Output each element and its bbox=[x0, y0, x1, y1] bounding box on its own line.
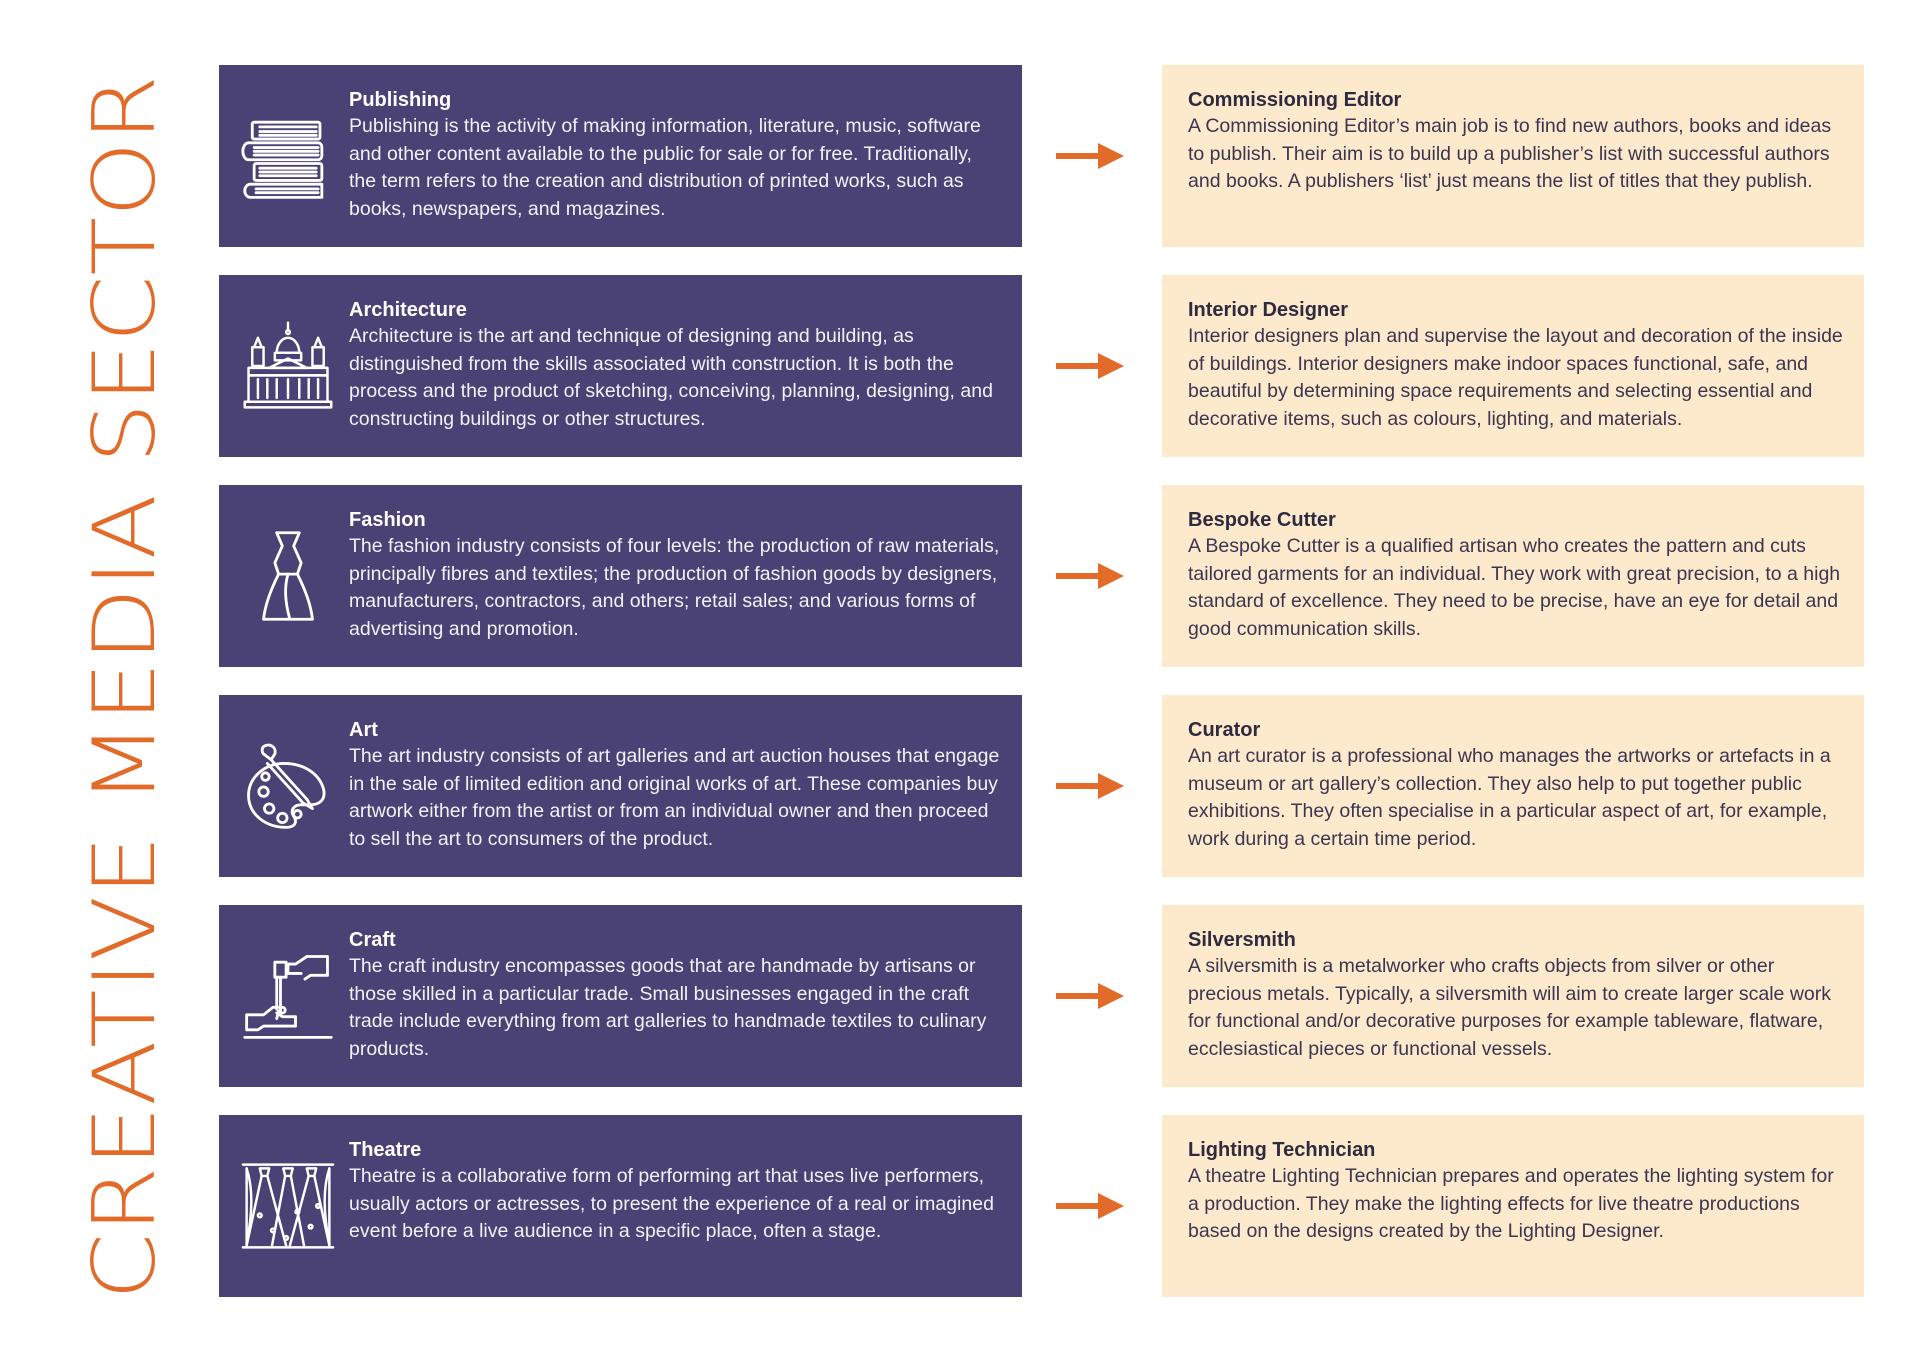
sector-text bbox=[349, 927, 1002, 1063]
role-description: A silversmith is a metalworker who crafts objects from silver or other precious metals. Typically, a silversmith will aim to create larger scale work for functional and/or decorative purposes for example tableware, flatware, ecclesiastical pieces or functional vessels. bbox=[1188, 955, 1831, 1060]
sector-title: Architecture bbox=[349, 299, 467, 321]
stage-lights-icon bbox=[241, 1159, 335, 1253]
page-title: CREATIVE MEDIA SECTOR bbox=[75, 200, 175, 1300]
role-title: Bespoke Cutter bbox=[1188, 509, 1336, 531]
role-description: A Commissioning Editor’s main job is to find new authors, books and ideas to publish. Their aim is to build up a publisher’s list with successful authors and books. A publishers ‘list’ just means the list of titles that they publish. bbox=[1188, 115, 1832, 193]
sector-text bbox=[349, 1137, 1002, 1246]
role-card-bespoke-cutter bbox=[1162, 485, 1864, 667]
sector-title: Craft bbox=[349, 929, 396, 951]
role-card-interior-designer bbox=[1162, 275, 1864, 457]
sector-title: Fashion bbox=[349, 509, 426, 531]
sector-row-art bbox=[0, 695, 1920, 877]
role-card-commissioning-editor bbox=[1162, 65, 1864, 247]
sector-row-theatre bbox=[0, 1115, 1920, 1297]
sector-row-fashion bbox=[0, 485, 1920, 667]
role-text bbox=[1188, 507, 1846, 643]
sector-title: Publishing bbox=[349, 89, 452, 111]
sector-text bbox=[349, 507, 1002, 643]
arrow-right-icon bbox=[1056, 141, 1124, 171]
sector-text bbox=[349, 717, 1002, 853]
role-card-lighting-technician bbox=[1162, 1115, 1864, 1297]
role-title: Curator bbox=[1188, 719, 1261, 741]
sector-text bbox=[349, 87, 1002, 223]
role-text bbox=[1188, 1137, 1846, 1246]
sector-description: Theatre is a collaborative form of performing art that uses live performers, usually actors or actresses, to present the experience of a real or imagined event before a live audience in a specific place, often a stage. bbox=[349, 1165, 994, 1243]
sector-description: The craft industry encompasses goods that are handmade by artisans or those skilled in a particular trade. Small businesses engaged in the craft trade include everything from art galleries to handmade textiles to culinary products. bbox=[349, 955, 987, 1060]
role-description: A theatre Lighting Technician prepares and operates the lighting system for a production. They make the lighting effects for live theatre productions based on the designs created by the Lighting Designer. bbox=[1188, 1165, 1834, 1243]
role-title: Commissioning Editor bbox=[1188, 89, 1402, 111]
sector-title: Art bbox=[349, 719, 378, 741]
arrow-right-icon bbox=[1056, 561, 1124, 591]
sector-card-craft bbox=[219, 905, 1022, 1087]
arrow-right-icon bbox=[1056, 1191, 1124, 1221]
role-text bbox=[1188, 87, 1846, 196]
sector-text bbox=[349, 297, 1002, 433]
sector-card-art bbox=[219, 695, 1022, 877]
sector-description: The art industry consists of art galleries and art auction houses that engage in the sale of limited edition and original works of art. These companies buy artwork either from the artist or from an individual owner and then proceed to sell the art to consumers of the product. bbox=[349, 745, 1000, 850]
sector-card-architecture bbox=[219, 275, 1022, 457]
sector-description: Architecture is the art and technique of designing and building, as distinguished from the skills associated with construction. It is both the process and the product of sketching, conceiving, planning, designing, and constructing buildings or other structures. bbox=[349, 325, 993, 430]
sector-title: Theatre bbox=[349, 1139, 422, 1161]
role-description: An art curator is a professional who manages the artworks or artefacts in a museum or art gallery’s collection. They also help to put together public exhibitions. They often specialise in a particular aspect of art, for example, work during a certain time period. bbox=[1188, 745, 1831, 850]
role-description: Interior designers plan and supervise the layout and decoration of the inside of buildings. Interior designers make indoor spaces functional, safe, and beautiful by determining space requirements and selecting essential and decorative items, such as colours, lighting, and materials. bbox=[1188, 325, 1843, 430]
sector-card-theatre bbox=[219, 1115, 1022, 1297]
books-icon bbox=[241, 109, 335, 203]
arrow-right-icon bbox=[1056, 771, 1124, 801]
role-card-silversmith bbox=[1162, 905, 1864, 1087]
arrow-right-icon bbox=[1056, 351, 1124, 381]
cathedral-icon bbox=[241, 319, 335, 413]
sector-card-publishing bbox=[219, 65, 1022, 247]
sector-description: Publishing is the activity of making information, literature, music, software and other content available to the public for sale or for free. Traditionally, the term refers to the creation and distribution of printed works, such as books, newspapers, and magazines. bbox=[349, 115, 981, 220]
role-text bbox=[1188, 297, 1846, 433]
role-text bbox=[1188, 717, 1846, 853]
sector-row-craft bbox=[0, 905, 1920, 1087]
role-title: Interior Designer bbox=[1188, 299, 1349, 321]
role-description: A Bespoke Cutter is a qualified artisan who creates the pattern and cuts tailored garments for an individual. They work with great precision, to a high standard of excellence. They need to be precise, have an eye for detail and good communication skills. bbox=[1188, 535, 1841, 640]
role-title: Lighting Technician bbox=[1188, 1139, 1376, 1161]
sector-row-architecture bbox=[0, 275, 1920, 457]
sector-description: The fashion industry consists of four levels: the production of raw materials, principally fibres and textiles; the production of fashion goods by designers, manufacturers, contractors, and others; retail sales; and various forms of advertising and promotion. bbox=[349, 535, 1000, 640]
craft-hands-icon bbox=[241, 949, 335, 1043]
palette-icon bbox=[241, 739, 335, 833]
sector-card-fashion bbox=[219, 485, 1022, 667]
arrow-right-icon bbox=[1056, 981, 1124, 1011]
role-title: Silversmith bbox=[1188, 929, 1296, 951]
role-card-curator bbox=[1162, 695, 1864, 877]
sector-row-publishing bbox=[0, 65, 1920, 247]
role-text bbox=[1188, 927, 1846, 1063]
dress-icon bbox=[241, 529, 335, 623]
